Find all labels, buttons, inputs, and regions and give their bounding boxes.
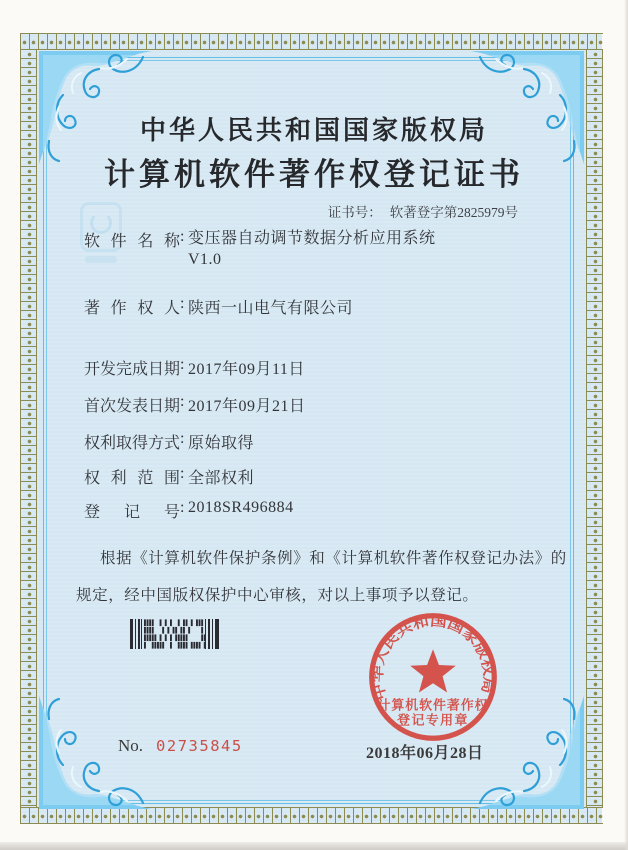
field-value: 2017年09月11日 — [188, 361, 305, 378]
certificate-number-value: 软著登字第2825979号 — [389, 205, 518, 220]
certificate-number-line — [260, 201, 518, 221]
certificate-title: 计算机软件著作权登记证书 — [104, 157, 524, 192]
field-label: 首次发表日期 — [84, 398, 181, 415]
field-colon: : — [180, 430, 185, 447]
field-software-name — [84, 228, 436, 270]
field-copyright-owner — [84, 295, 353, 318]
field-first-publish-date — [84, 393, 306, 416]
issuing-authority: 中华人民共和国国家版权局 — [139, 116, 488, 145]
field-label: 权利取得方式 — [84, 435, 181, 452]
field-colon: : — [180, 295, 185, 312]
field-value: 陕西一山电气有限公司 — [188, 300, 354, 317]
software-version: V1.0 — [188, 251, 222, 268]
field-label: 开发完成日期 — [84, 361, 181, 378]
scan-paper-edge-bottom — [0, 842, 628, 850]
statement-line-2: 规定，经中国版权保护中心审核，对以上事项予以登记。 — [76, 587, 479, 604]
seal-star-icon — [410, 649, 456, 692]
seal-text-line-2: 登记专用章 — [397, 712, 469, 728]
field-value: 原始取得 — [188, 435, 255, 452]
field-value: 2017年09月21日 — [188, 398, 306, 415]
field-colon: : — [180, 465, 185, 482]
field-registration-number — [84, 499, 294, 522]
statement-line-1: 根据《计算机软件保护条例》和《计算机软件著作权登记办法》的 — [100, 550, 567, 567]
official-seal — [366, 610, 500, 744]
field-colon: : — [180, 393, 185, 410]
field-value: 2018SR496884 — [188, 499, 294, 516]
scan-paper-edge-right — [624, 0, 628, 850]
seal-text-line-1: 计算机软件著作权 — [377, 697, 489, 713]
seal-ring-text: 中华人民共和国国家版权局 — [369, 613, 497, 702]
barcode — [128, 619, 222, 649]
field-rights-acquisition — [84, 430, 254, 453]
field-label: 登记号 — [84, 504, 180, 521]
serial-label: No. — [118, 736, 144, 755]
field-colon: : — [180, 228, 185, 245]
field-label: 权利范围 — [84, 470, 180, 487]
field-label: 著作权人 — [84, 300, 180, 317]
field-value: 全部权利 — [188, 470, 255, 487]
field-label: 软件名称 — [84, 233, 180, 250]
serial-number: 02735845 — [156, 737, 243, 755]
registration-statement — [76, 540, 567, 614]
certificate-number-label: 证书号： — [327, 205, 382, 220]
field-rights-scope — [84, 465, 254, 488]
field-colon: : — [180, 499, 185, 516]
serial-number-line — [118, 736, 243, 756]
issue-date: 2018年06月28日 — [366, 745, 484, 762]
field-value: 变压器自动调节数据分析应用系统 V1.0 — [188, 230, 436, 268]
field-dev-complete-date — [84, 356, 305, 379]
field-colon: : — [180, 356, 185, 373]
